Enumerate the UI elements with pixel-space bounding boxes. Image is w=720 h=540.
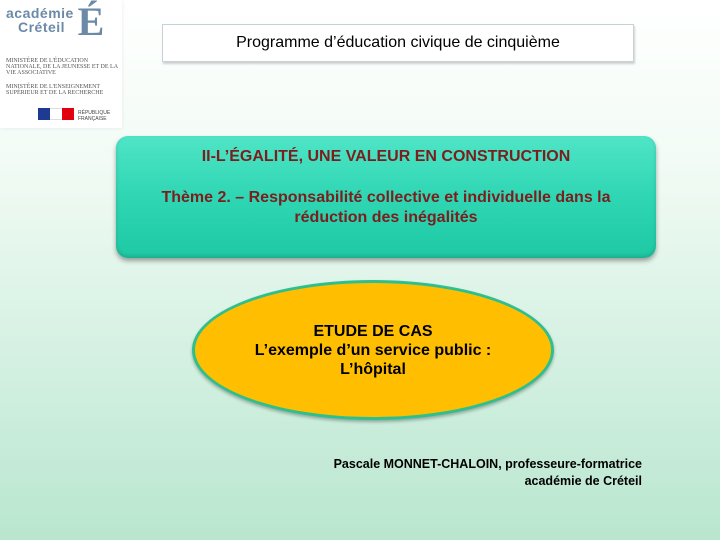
case-study-oval [192, 280, 554, 420]
case-study-subject: L’hôpital [340, 360, 406, 378]
case-study-label: ETUDE DE CAS [313, 322, 433, 340]
logo-academie-text: académie [6, 5, 74, 21]
theme-subtitle-line2: réduction des inégalités [294, 209, 478, 226]
logo-ministry-education: MINISTÈRE DE L'ÉDUCATION NATIONALE, DE LA JEUNESSE ET DE LA VIE ASSOCIATIVE [6, 58, 118, 76]
theme-heading: II-L’ÉGALITÉ, UNE VALEUR EN CONSTRUCTION [201, 148, 571, 165]
author-credit [292, 456, 642, 490]
theme-subtitle-line1: Thème 2. – Responsabilité collective et individuelle dans la [161, 189, 611, 206]
author-affiliation: académie de Créteil [524, 474, 642, 488]
theme-box [116, 136, 656, 258]
logo-republique-text: RÉPUBLIQUE FRANÇAISE [78, 110, 111, 122]
logo-creteil-text: Créteil [18, 19, 66, 35]
logo-e-icon: É [77, 0, 105, 44]
author-name: Pascale MONNET-CHALOIN, professeure-formatrice [333, 457, 642, 471]
theme-subtitle [126, 188, 646, 228]
case-study-example: L’exemple d’un service public : [254, 341, 492, 359]
page-title: Programme d’éducation civique de cinquième [236, 34, 560, 51]
logo-ministry-research: MINISTÈRE DE L'ENSEIGNEMENT SUPÉRIEUR ET DE LA RECHERCHE [6, 84, 104, 96]
academie-logo [0, 0, 122, 128]
french-flag-icon [38, 108, 74, 120]
page-title-box [162, 24, 634, 62]
